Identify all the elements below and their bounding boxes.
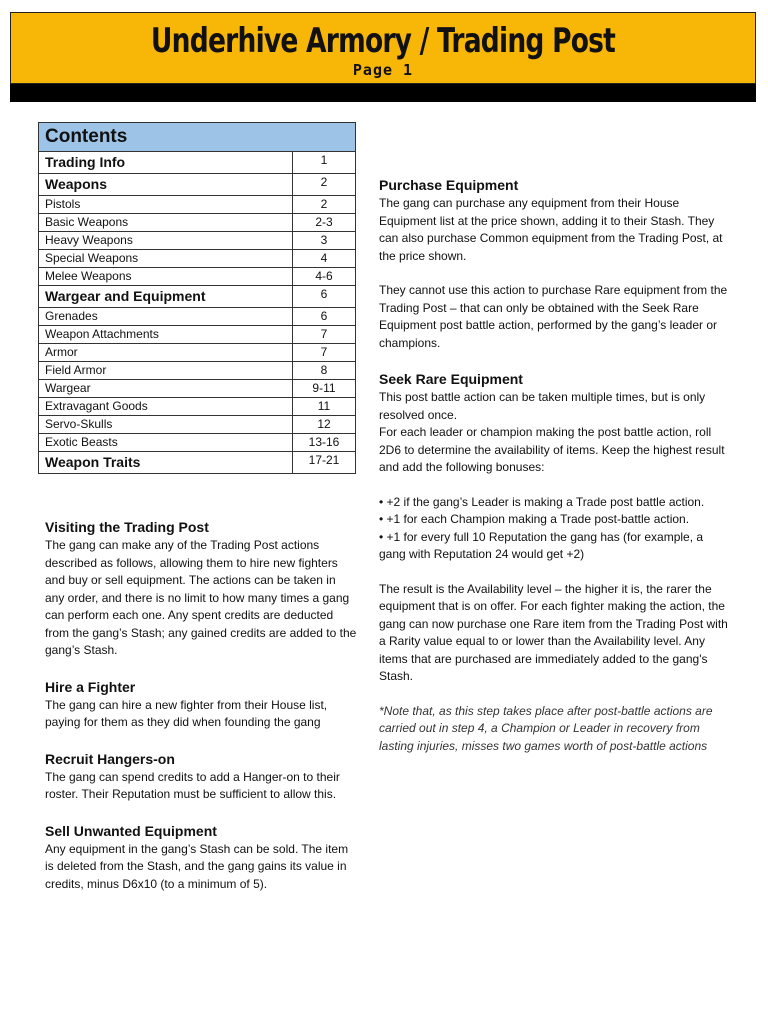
seek-body-1: This post battle action can be taken multiple times, but is only resolved once. bbox=[379, 390, 706, 422]
seek-bullet-3: • +1 for every full 10 Reputation the gang has (for example, a gang with Reputation 24 would get +2) bbox=[379, 529, 704, 561]
contents-row bbox=[39, 380, 356, 398]
contents-row-page: 13-16 bbox=[293, 434, 356, 452]
hire-body: The gang can hire a new fighter from their House list, paying for them as they did when founding the gang bbox=[45, 697, 328, 729]
contents-row bbox=[39, 196, 356, 214]
seek-bullet-2: • +1 for each Champion making a Trade post-battle action. bbox=[379, 512, 690, 526]
contents-header-row bbox=[39, 123, 356, 152]
contents-row-page: 7 bbox=[293, 344, 356, 362]
purchase-heading: Purchase Equipment bbox=[379, 177, 519, 193]
contents-row-page: 3 bbox=[293, 232, 356, 250]
contents-row-label: Basic Weapons bbox=[39, 214, 293, 232]
contents-row-page: 2-3 bbox=[293, 214, 356, 232]
contents-row bbox=[39, 398, 356, 416]
purchase-body-1: The gang can purchase any equipment from their House Equipment list at the price shown, adding it to their Stash. They can also purchase Common equipment from the Trading Post, at the price shown. bbox=[379, 196, 723, 263]
seek-heading: Seek Rare Equipment bbox=[379, 371, 523, 387]
contents-table bbox=[38, 122, 356, 474]
header-divider-bar bbox=[10, 84, 756, 102]
sell-body: Any equipment in the gang’s Stash can be sold. The item is deleted from the Stash, and the gang gains its value in credits, minus D6x10 (to a minimum of 5). bbox=[45, 841, 349, 891]
contents-row-page: 1 bbox=[293, 152, 356, 174]
contents-row bbox=[39, 416, 356, 434]
contents-row-label: Wargear bbox=[39, 380, 293, 398]
contents-row bbox=[39, 286, 356, 308]
left-column bbox=[45, 517, 357, 893]
right-column bbox=[379, 175, 729, 755]
contents-row-page: 2 bbox=[293, 174, 356, 196]
contents-row-page: 6 bbox=[293, 308, 356, 326]
contents-row-page: 4-6 bbox=[293, 268, 356, 286]
seek-note: *Note that, as this step takes place after post-battle actions are carried out in step 4, a Champion or Leader in recovery from lasting injuries, misses two games worth of post-battle actions bbox=[379, 703, 713, 753]
contents-row-label: Heavy Weapons bbox=[39, 232, 293, 250]
contents-row-label: Wargear and Equipment bbox=[39, 286, 293, 308]
recruit-body: The gang can spend credits to add a Hanger-on to their roster. Their Reputation must be sufficient to allow this. bbox=[45, 769, 340, 801]
sell-heading: Sell Unwanted Equipment bbox=[45, 822, 217, 839]
contents-row-label: Weapon Attachments bbox=[39, 326, 293, 344]
contents-row bbox=[39, 452, 356, 474]
contents-row-label: Weapon Traits bbox=[39, 452, 293, 474]
contents-row-label: Servo-Skulls bbox=[39, 416, 293, 434]
contents-row bbox=[39, 174, 356, 196]
contents-row bbox=[39, 152, 356, 174]
contents-row-label: Melee Weapons bbox=[39, 268, 293, 286]
contents-row-page: 8 bbox=[293, 362, 356, 380]
contents-row-page: 12 bbox=[293, 416, 356, 434]
hire-heading: Hire a Fighter bbox=[45, 678, 136, 695]
contents-row bbox=[39, 232, 356, 250]
contents-row-label: Weapons bbox=[39, 174, 293, 196]
contents-row-page: 17-21 bbox=[293, 452, 356, 474]
contents-row bbox=[39, 268, 356, 286]
contents-row-label: Grenades bbox=[39, 308, 293, 326]
contents-row-label: Field Armor bbox=[39, 362, 293, 380]
contents-row-page: 7 bbox=[293, 326, 356, 344]
recruit-heading: Recruit Hangers-on bbox=[45, 750, 175, 767]
contents-row-page: 11 bbox=[293, 398, 356, 416]
page-title: Underhive Armory / Trading Post bbox=[150, 21, 616, 61]
contents-row bbox=[39, 344, 356, 362]
contents-row-label: Pistols bbox=[39, 196, 293, 214]
contents-row-label: Exotic Beasts bbox=[39, 434, 293, 452]
page-header bbox=[10, 12, 756, 84]
seek-body-3: The result is the Availability level – the higher it is, the rarer the equipment that is on offer. For each fighter making the action, the gang can now purchase one Rare item from the Trading Post with a Rarity value equal to or lower than the Availability level. Any items that are purchased are immediately added to the gang's Stash. bbox=[379, 581, 728, 683]
contents-row-page: 9-11 bbox=[293, 380, 356, 398]
contents-row-label: Special Weapons bbox=[39, 250, 293, 268]
visiting-body: The gang can make any of the Trading Post actions described as follows, allowing them to hire new fighters and buy or sell equipment. The actions can be taken in any order, and there is no limit to how many times a gang can perform each one. Any spent credits are deducted from the gang’s Stash; any gained credits are added to the gang’s Stash. bbox=[45, 538, 357, 657]
contents-row-label: Armor bbox=[39, 344, 293, 362]
contents-row bbox=[39, 434, 356, 452]
contents-row-page: 4 bbox=[293, 250, 356, 268]
visiting-heading: Visiting the Trading Post bbox=[45, 519, 209, 535]
contents-row bbox=[39, 362, 356, 380]
contents-row-page: 2 bbox=[293, 196, 356, 214]
contents-row bbox=[39, 250, 356, 268]
contents-row-label: Trading Info bbox=[39, 152, 293, 174]
contents-row bbox=[39, 214, 356, 232]
purchase-body-2: They cannot use this action to purchase Rare equipment from the Trading Post – that can only be obtained with the Seek Rare Equipment post battle action, performed by the gang’s leader or champions. bbox=[379, 283, 728, 350]
contents-row-label: Extravagant Goods bbox=[39, 398, 293, 416]
contents-row-page: 6 bbox=[293, 286, 356, 308]
seek-bullet-1: • +2 if the gang’s Leader is making a Trade post battle action. bbox=[379, 494, 705, 509]
contents-row bbox=[39, 326, 356, 344]
seek-body-2: For each leader or champion making the post battle action, roll 2D6 to determine the availability of items. Keep the highest result and add the following bonuses: bbox=[379, 425, 725, 474]
page-number: Page 1 bbox=[352, 61, 414, 79]
contents-row bbox=[39, 308, 356, 326]
contents-heading: Contents bbox=[39, 123, 356, 152]
